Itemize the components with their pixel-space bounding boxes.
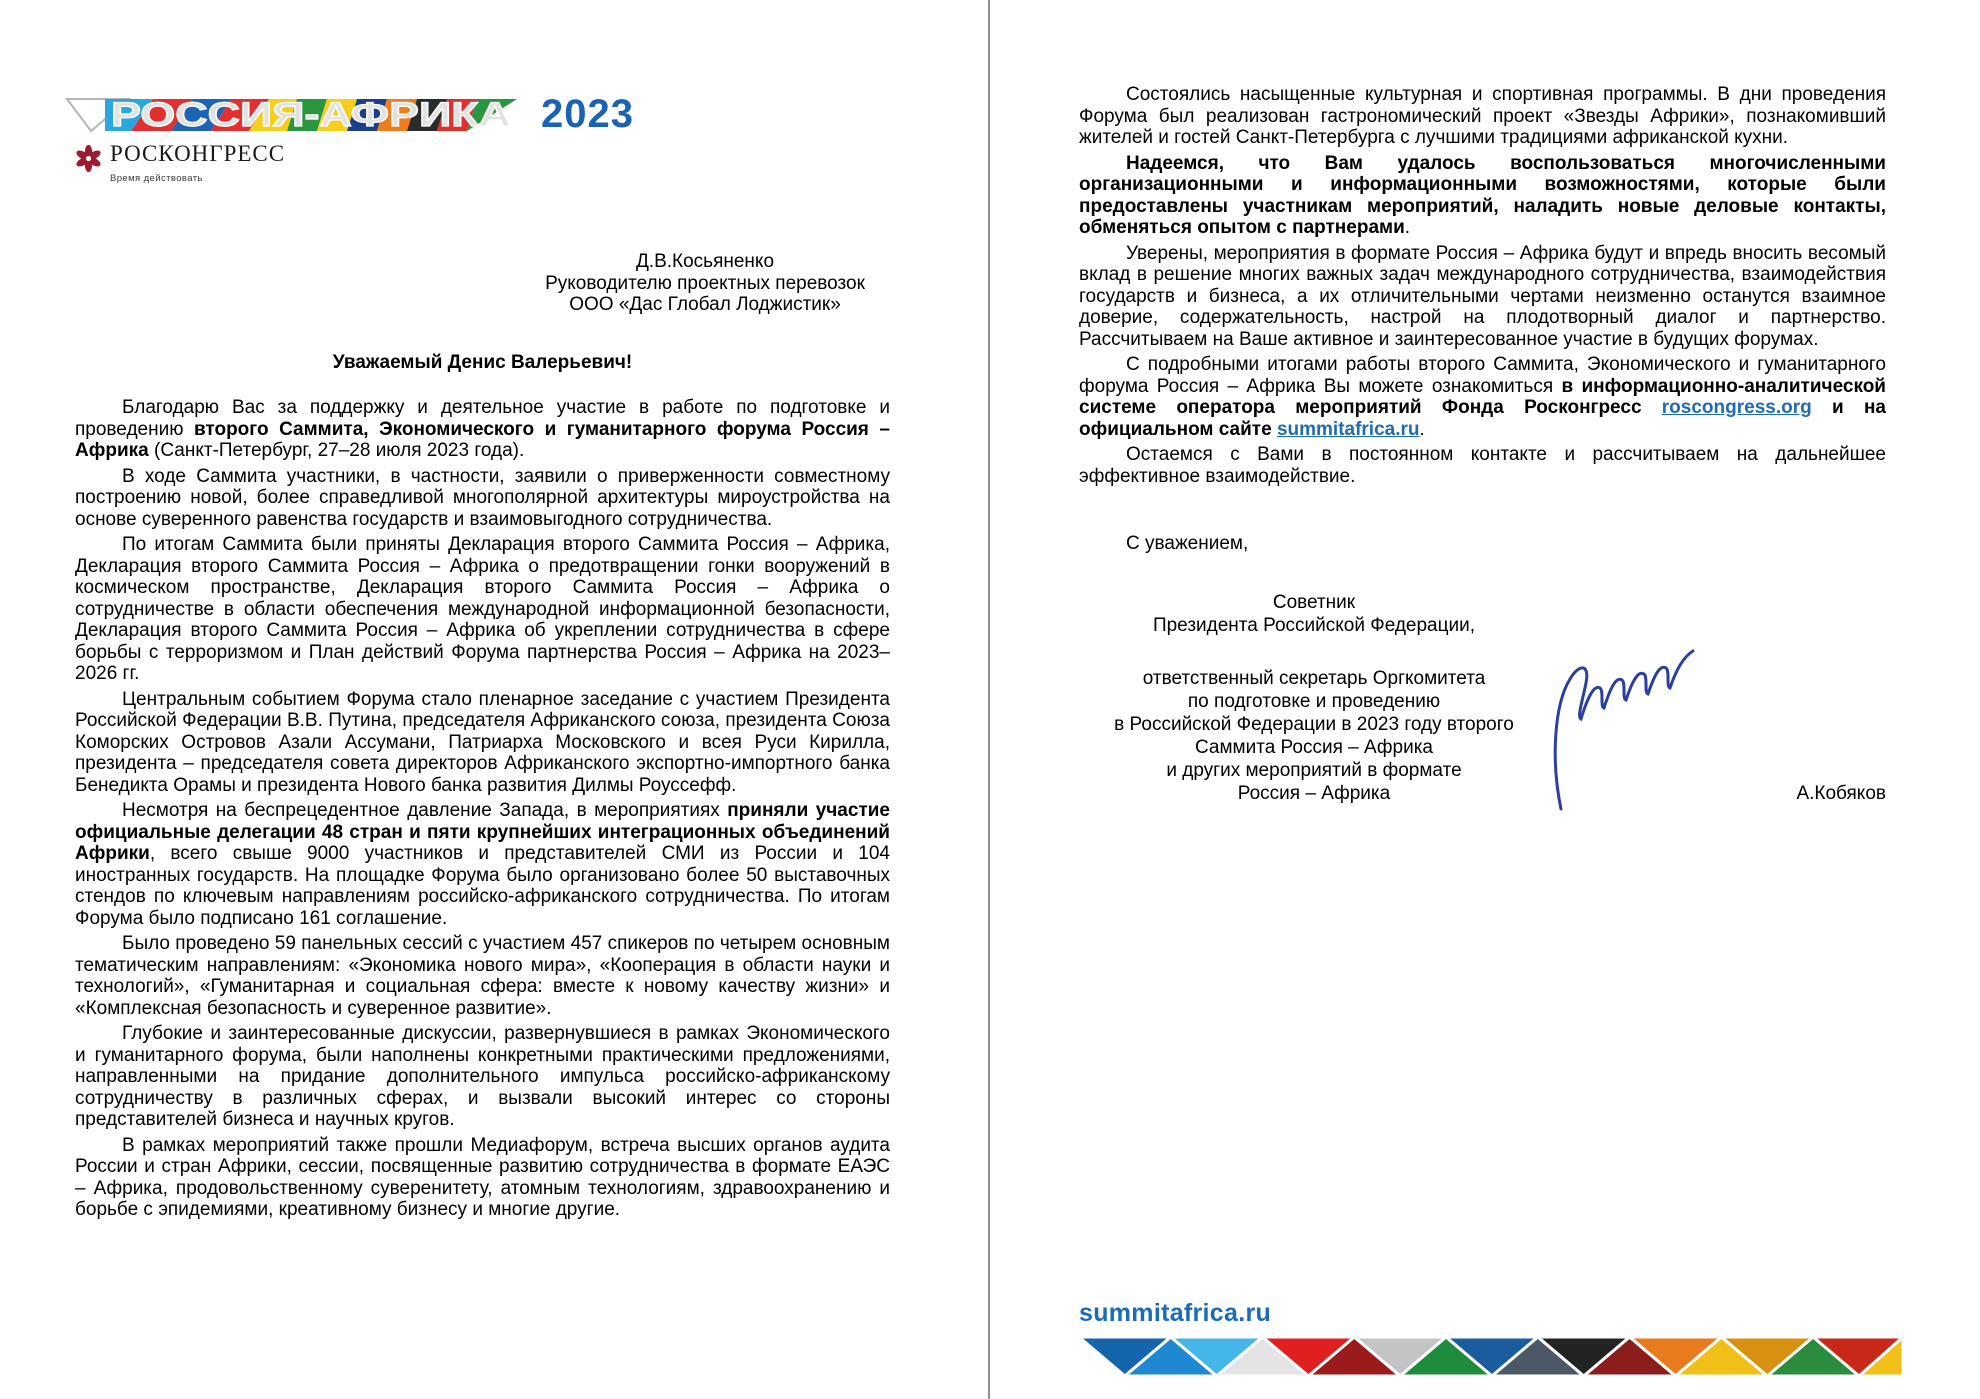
closing-line: С уважением, (1126, 533, 1249, 554)
text-segment: приняли участие официальные делегации 48 стран и пяти крупнейших интеграционных объединений Африки (75, 800, 890, 864)
text-line: Президента Российской Федерации, (1152, 614, 1476, 636)
letter-body-page1 (75, 397, 890, 1221)
text-segment: В рамках мероприятий также прошли Медиафорум, встреча высших органов аудита России и стран Африки, сессии, посвященные развитию сотрудничества в формате ЕАЭС – Африка, продовольственному суверенитету, атомным технологиям, здравоохранению и борьбе с эпидемиями, креативному бизнесу и многие другие. (75, 1134, 890, 1220)
roscongress-name: РОСКОНГРЕСС (110, 141, 286, 166)
roscongress-logo (75, 143, 890, 189)
text-segment: Уверены, мероприятия в формате Россия – Африка будут и впредь вносить весомый вклад в решение многих важных задач международного сотрудничества, взаимодействия государств и бизнеса, а их отличительными чертами неизменно останутся взаимное доверие, содержательность, настрой на плодотворный диалог и партнерство. Рассчитываем на Ваше активное и заинтересованное участие в будущих форумах. (1079, 242, 1886, 350)
handwritten-signature (1541, 633, 1716, 813)
text-segment: второго Саммита, Экономического и гуманитарного форума Россия – Африка (75, 418, 890, 461)
paragraph (1079, 354, 1886, 440)
paragraph (75, 1023, 890, 1131)
text-line: Д.В.Косьяненко (635, 251, 775, 272)
paragraph (75, 397, 890, 462)
roscongress-tagline: Время действовать (110, 172, 203, 184)
paragraph (75, 466, 890, 531)
text-segment: , всего свыше 9000 участников и представителей СМИ из России и 104 иностранных государств. На площадке Форума было организовано более 50 выставочных стендов по ключевым направлениям российско-африканского сотрудничества. По итогам Форума было подписано 161 соглашение. (75, 843, 890, 929)
signature-title-top (1079, 591, 1549, 637)
text-segment: Надеемся, что Вам удалось воспользоваться многочисленными организационными и информационными возможностями, которые были предоставлены участникам мероприятий, наладить новые деловые контакты, обменяться опытом с партнерами (1079, 152, 1886, 238)
text-segment: Благодарю Вас за поддержку и деятельное участие в работе по подготовке и проведению (75, 397, 890, 440)
text-line: по подготовке и проведению (1187, 690, 1441, 712)
page-2 (990, 0, 1978, 1399)
text-segment: Состоялись насыщенные культурная и спортивная программы. В дни проведения Форума был реализован гастрономический проект «Звезды Африки», познакомивший жителей и гостей Санкт-Петербурга с лучшими традициями африканской кухни. (1079, 84, 1886, 148)
text-segment: (Санкт-Петербург, 27–28 июля 2023 года). (148, 440, 525, 461)
letterhead (75, 92, 890, 189)
paragraph (1079, 153, 1886, 239)
addressee-block (520, 251, 890, 316)
text-segment: и на официальном сайте (1079, 397, 1886, 440)
spacer (1079, 637, 1549, 667)
flag-logo-text: РОССИЯ-АФРИКА (111, 96, 511, 134)
text-line: ООО «Дас Глобал Лоджистик» (569, 294, 841, 315)
paragraph (75, 689, 890, 797)
link-roscongress[interactable]: roscongress.org (1661, 397, 1812, 418)
signature-area (1079, 591, 1886, 851)
signature-titles (1079, 591, 1549, 805)
paragraph (1079, 84, 1886, 149)
paragraph (1079, 243, 1886, 351)
text-line: и других мероприятий в формате (1166, 759, 1462, 781)
salutation: Уважаемый Денис Валерьевич! (332, 351, 633, 373)
text-segment: Глубокие и заинтересованные дискуссии, развернувшиеся в рамках Экономического и гуманитарного форума, были наполнены конкретными практическими предложениями, направленными на придание дополнительного импульса российско-африканскому сотрудничеству в различных сферах, и вызвали высокий интерес со стороны представителей бизнеса и научных кругов. (75, 1023, 890, 1130)
text-segment: В ходе Саммита участники, в частности, заявили о приверженности совместному построению новой, более справедливой многополярной архитектуры мироустройства на основе суверенного равенства государств и взаимовыгодного сотрудничества. (75, 465, 890, 530)
text-segment: Было проведено 59 панельных сессий с участием 457 спикеров по четырем основным тематическим направлениям: «Экономика нового мира», «Кооперация в области науки и технологий», «Гуманитарная и социальная сфера: вместе к новому качеству жизни» и «Комплексная безопасность и суверенное развитие». (75, 933, 890, 1019)
text-segment: С подробными итогами работы второго Саммита, Экономического и гуманитарного форума Россия – Африка Вы можете ознакомиться (1079, 354, 1886, 397)
letter-body-page2 (1079, 84, 1886, 487)
paragraph (75, 800, 890, 929)
paragraph (75, 1135, 890, 1221)
link-summitafrica[interactable]: summitafrica.ru (1276, 418, 1420, 440)
text-line: Советник (1272, 591, 1356, 613)
roscongress-pinwheel-icon (75, 145, 102, 172)
russia-africa-logo (65, 92, 890, 137)
text-segment: в информационно-аналитической системе оператора мероприятий Фонда Росконгресс (1079, 375, 1886, 418)
text-segment: . (1419, 418, 1425, 440)
text-line: ответственный секретарь Оргкомитета (1142, 667, 1486, 689)
text-segment: Центральным событием Форума стало пленарное заседание с участием Президента Российской Федерации В.В. Путина, председателя Африканского союза, президента Союза Коморских Островов Азали Ассумани, Патриарха Московского и всея Руси Кирилла, президента – председателя совета директоров Африканского экспортно-импортного банка Бенедикта Орамы и президента Нового банка развития Дилмы Роуссефф. (75, 688, 890, 796)
footer-site-text: summitafrica.ru (1079, 1298, 1272, 1327)
logo-year: 2023 (541, 92, 634, 137)
text-segment: По итогам Саммита были приняты Декларация второго Саммита Россия – Африка, Декларация второго Саммита Россия – Африка о предотвращении гонки вооружений в космическом пространстве, Декларация второго Саммита Россия – Африка о сотрудничестве в области обеспечения международной информационной безопасности, Декларация второго Саммита Россия – Африка об укреплении сотрудничества в сфере борьбы с терроризмом и План действий Форума партнерства Россия – Африка на 2023–2026 гг. (75, 534, 890, 684)
text-line: в Российской Федерации в 2023 году второго (1114, 713, 1514, 735)
text-segment: . (1404, 217, 1411, 238)
page2-footer (1079, 1298, 1903, 1379)
paragraph (1079, 444, 1886, 487)
text-segment: Остаемся с Вами в постоянном контакте и рассчитываем на дальнейшее эффективное взаимодействие. (1079, 444, 1886, 487)
text-line: Саммита Россия – Африка (1194, 736, 1433, 758)
text-line: Россия – Африка (1237, 782, 1391, 804)
footer-color-stripe (1079, 1335, 1903, 1378)
text-line: Руководителю проектных перевозок (545, 272, 865, 294)
russia-africa-flag-icon (65, 95, 517, 135)
text-segment: Несмотря на беспрецедентное давление Запада, в мероприятиях (122, 800, 728, 821)
paragraph (75, 933, 890, 1019)
signature-title-bottom (1079, 667, 1549, 805)
signer-name: А.Кобяков (1796, 782, 1886, 804)
paragraph (75, 534, 890, 685)
